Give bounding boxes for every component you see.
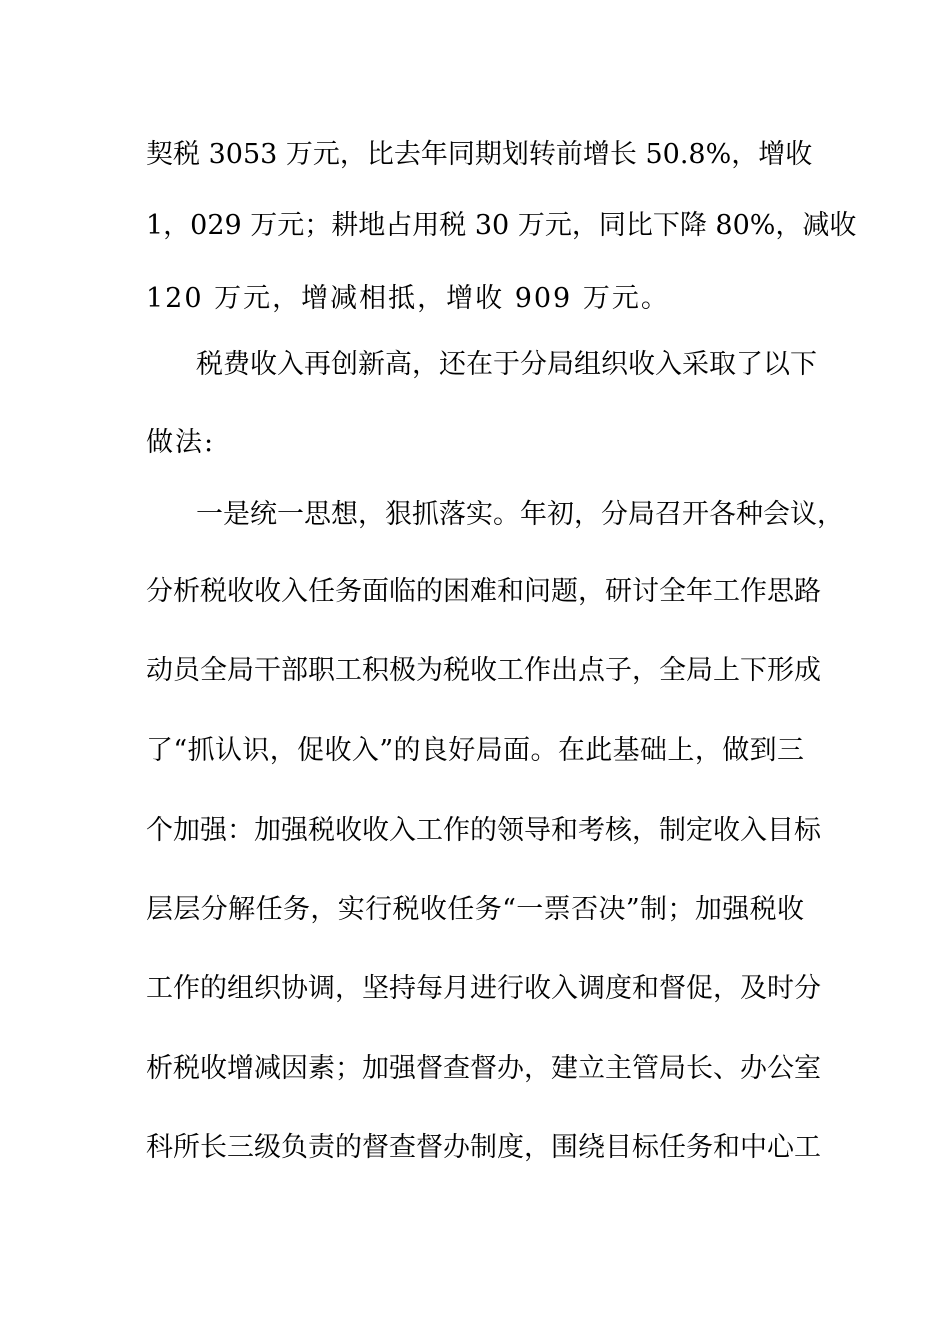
text-line-1: 契税 3053 万元，比去年同期划转前增长 50.8%，增收 [146,139,813,170]
text-line-10: 个加强：加强税收收入工作的领导和考核，制定收入目标 [146,815,821,846]
text-line-3: 120 万元，增减相抵，增收 909 万元。 [146,283,670,314]
text-line-12: 工作的组织协调，坚持每月进行收入调度和督促，及时分 [146,973,821,1004]
text-line-5: 做法: [146,427,216,458]
text-line-9: 了“抓认识，促收入”的良好局面。在此基础上，做到三 [146,735,804,766]
text-line-6: 一是统一思想，狠抓落实。年初，分局召开各种会议， [196,499,844,530]
text-line-13: 析税收增减因素；加强督查督办，建立主管局长、办公室 [146,1053,821,1084]
text-line-14: 科所长三级负责的督查督办制度，围绕目标任务和中心工 [146,1132,821,1163]
text-line-8: 动员全局干部职工积极为税收工作出点子，全局上下形成 [146,655,821,686]
text-line-4: 税费收入再创新高，还在于分局组织收入采取了以下 [196,349,817,380]
text-line-11: 层层分解任务，实行税收任务“一票否决”制；加强税收 [146,894,804,925]
text-line-2: 1，029 万元；耕地占用税 30 万元，同比下降 80%，减收 [146,210,857,241]
text-line-7: 分析税收收入任务面临的困难和问题，研讨全年工作思路 [146,576,821,607]
